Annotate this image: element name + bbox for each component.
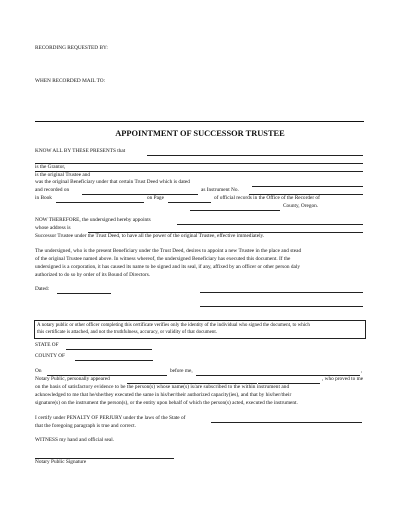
body-line-4: authorized to do so by order of its Bound of Directors. — [35, 272, 151, 278]
on-label: On — [35, 368, 42, 374]
successor-trustee-text: Successor Trustee under the Trust Deed, to have all the power of the original Trustee, effective immediately. — [35, 233, 265, 239]
county-of-label: COUNTY OF — [35, 353, 65, 359]
dated-label: Dated: — [35, 286, 50, 292]
witness-text: WITNESS my hand and official seal. — [35, 437, 115, 443]
before-me-label: before me, — [170, 368, 193, 374]
acknowledgment-line-4: signature(s) on the instrument the person(s), or the entity upon behalf of which the person(s) acted, executed the instrument. — [35, 400, 298, 406]
original-trustee-label: is the original Trustee and — [35, 172, 91, 178]
notary-notice-line-1: A notary public or other officer completing this certificate verifies only the identity of the individual who signed the document, to which — [37, 323, 310, 328]
now-therefore-label: NOW THEREFORE, the undersigned hereby appoints — [35, 217, 151, 223]
book-label: in Book — [35, 195, 52, 201]
page-title: APPOINTMENT OF SUCCESSOR TRUSTEE — [115, 129, 285, 138]
book-field[interactable] — [56, 202, 144, 203]
body-line-1: The undersigned, who is the present Beneficiary under the Trust Deed, desires to appoint a new Trustee in the place and stead — [35, 248, 302, 254]
perjury-line-1: I certify under PENALTY OF PERJURY under the laws of the State of — [35, 415, 186, 421]
recorded-on-field[interactable] — [82, 194, 198, 195]
acknowledgment-line-3: acknowledged to me that he/she/they executed the same in his/her/their authorized capacity(ies), and that by his/her/their — [35, 392, 292, 398]
instrument-label: as Instrument No. — [201, 187, 239, 193]
grantor-label: is the Grantor, — [35, 164, 66, 170]
acknowledgment-line-2: on the basis of satisfactory evidence to be the person(s) whose name(s) is/are subscribed to the within instrument and — [35, 384, 290, 390]
beneficiary-signature-line-2[interactable] — [200, 306, 363, 307]
body-line-2: of the original Trustee named above. In witness whereof, the undersigned Beneficiary has executed this document. If the — [35, 256, 291, 262]
official-records-label: of official records in the Office of the Recorder of — [214, 195, 320, 201]
notary-notice-line-2: this certificate is attached, and not the truthfulness, accuracy, or validity of that document. — [37, 330, 218, 335]
dated-field[interactable] — [57, 293, 111, 294]
page-field[interactable] — [168, 202, 211, 203]
beneficiary-signature-line-1[interactable] — [200, 292, 363, 293]
know-all-label: KNOW ALL BY THESE PRESENTS that — [35, 148, 126, 154]
recorded-on-label: and recorded on — [35, 187, 70, 193]
whose-address-label: whose address is — [35, 225, 71, 231]
header-divider — [35, 121, 364, 122]
appointee-field[interactable] — [177, 224, 363, 225]
when-recorded-mail-to-label: WHEN RECORDED MAIL TO: — [35, 78, 106, 84]
body-line-3: undersigned is a corporation, it has caused its name to be signed and its seal, if any, affixed by an officer or other person daly — [35, 264, 300, 270]
county-oregon-label: County, Oregon. — [283, 203, 319, 209]
notary-signature-label: Notary Public Signature — [35, 459, 87, 465]
notary-notice-box — [34, 320, 366, 339]
county-of-field[interactable] — [75, 360, 153, 361]
state-of-label: STATE OF — [35, 342, 59, 348]
perjury-line-2: that the foregoing paragraph is true and correct. — [35, 423, 136, 429]
recording-requested-by-label: RECORDING REQUESTED BY: — [35, 45, 108, 51]
comma: , — [361, 368, 363, 374]
who-proved-label: , who proved to me — [322, 376, 364, 382]
trust-deed-date-field[interactable] — [252, 186, 363, 187]
original-beneficiary-label: was the original Beneficiary under that certain Trust Deed which is dated — [35, 179, 190, 185]
state-field[interactable] — [66, 349, 152, 350]
county-field[interactable] — [190, 210, 280, 211]
perjury-state-field[interactable] — [211, 422, 362, 423]
know-all-field[interactable] — [147, 155, 363, 156]
grantor-field[interactable] — [35, 163, 363, 164]
notary-personally-label: Notary Public, personally appeared — [35, 376, 110, 382]
page-label: on Page — [147, 195, 164, 201]
